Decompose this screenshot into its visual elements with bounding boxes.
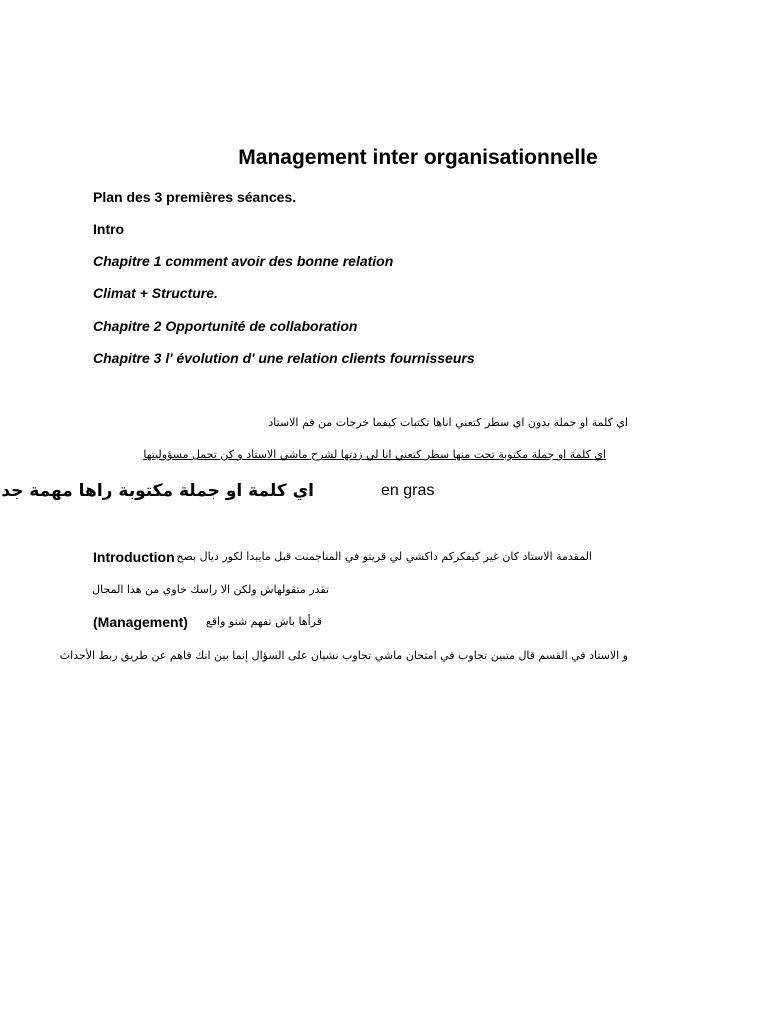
intro-heading: Intro: [93, 221, 125, 237]
chapter-2: Chapitre 2 Opportunité de collaboration: [93, 318, 358, 334]
note-underlined-text: اي كلمة او جملة مكتوبة تحت منها سطر كتعني انا لي زدتها لشرح ماشي الاستاد و كن تحمل مسؤوليتها: [143, 448, 606, 461]
closing-arabic-text: و الاستاد في القسم قال متبين تجاوب في امتحان ماشي تجاوب نشيان على السؤال إنما بين انك فاهم عن طريق ربط الأحداث: [59, 649, 628, 662]
note-bold-arabic: اي كلمة او جملة مكتوبة راها مهمة جد: [1, 481, 314, 501]
document-title: Management inter organisationnelle: [238, 146, 598, 169]
introduction-arabic-text: المقدمة الاستاد كان غير كيفكركم داكشي لي قريتو في المناجمنت قبل مايبدا لكور ديال بصح: [176, 550, 592, 563]
climat-structure: Climat + Structure.: [93, 285, 218, 301]
management-arabic-text: قرأها باش تفهم شنو واقع: [205, 615, 322, 628]
introduction-second-line: تقدر متقولهاش ولكن الا راسك خاوي من هذا المجال: [92, 583, 329, 596]
plan-heading: Plan des 3 premières séances.: [93, 189, 297, 205]
note-plain-text: اي كلمة او جملة بدون اي سطر كتعني اناها تكتبات كيفما خرجات من فم الاستاد: [268, 416, 628, 429]
chapter-1: Chapitre 1 comment avoir des bonne relation: [93, 253, 394, 269]
introduction-label: Introduction: [93, 549, 175, 565]
chapter-3: Chapitre 3 l' évolution d' une relation clients fournisseurs: [93, 350, 475, 366]
management-label: (Management): [93, 614, 188, 630]
note-bold-french: en gras: [381, 482, 435, 499]
